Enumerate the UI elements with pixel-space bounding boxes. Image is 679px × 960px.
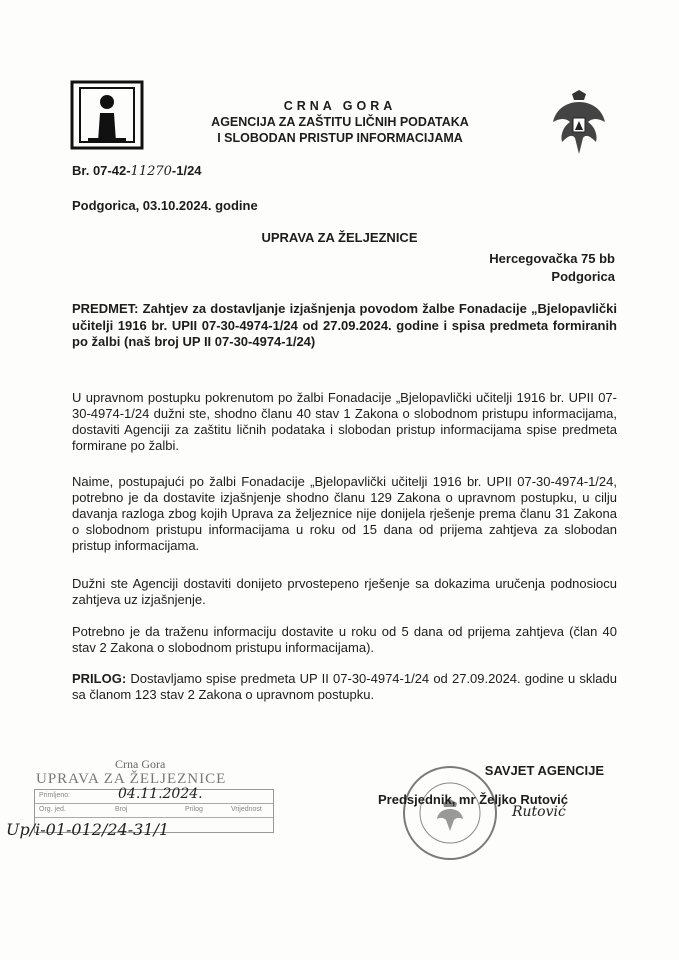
subject-text: Zahtjev za dostavljanje izjašnjenja povodom žalbe Fonadacije „Bjelopavlički učitelji 1916 br. UPII 07-30-4974-1/24 od 27.09.2024. godine i spisa predmeta formiranih po žalbi (naš broj UP II 07-30-4974-1/24) [72, 301, 617, 349]
subject-label: PREDMET: [72, 301, 139, 316]
recipient-address [489, 250, 615, 286]
stamp-received-label: Primljeno: [39, 792, 71, 799]
agency-name-line2: I SLOBODAN PRISTUP INFORMACIJAMA [217, 131, 463, 145]
stamp-value-label: Vrijednost [231, 806, 262, 813]
stamp-org-label: Org. jed. [39, 806, 66, 813]
reference-prefix: Br. 07-42- [72, 163, 131, 178]
stamp-received-date: 04.11.2024. [118, 786, 203, 802]
stamp-country: Crna Gora [115, 757, 166, 771]
country-name: CRNA GORA [283, 99, 397, 113]
council-title: SAVJET AGENCIJE [484, 763, 604, 778]
recipient-name: UPRAVA ZA ŽELJEZNICE [261, 230, 418, 245]
attachment-text: Dostavljamo spise predmeta UP II 07-30-4974-1/24 od 27.09.2024. godine u skladu sa članom 123 stav 2 Zakona o upravnom postupku. [72, 671, 617, 702]
agency-name-line1: AGENCIJA ZA ZAŠTITU LIČNIH PODATAKA [211, 115, 469, 129]
attachment-paragraph [72, 671, 617, 703]
subject [72, 301, 617, 351]
address-line2: Podgorica [551, 269, 615, 284]
signature: Rutović [512, 804, 566, 820]
reference-suffix: -1/24 [171, 163, 202, 178]
reference-number [72, 163, 202, 179]
stamp-row-headers [35, 804, 273, 818]
stamp-prilog-label: Prilog [185, 806, 203, 813]
paragraph-3: Dužni ste Agenciji dostaviti donijeto prvostepeno rješenje sa dokazima uručenja podnosiocu zahtjeva uz izjašnjenje. [72, 576, 617, 607]
paragraph-4: Potrebno je da traženu informaciju dostavite u roku od 5 dana od prijema zahtjeva (član 40 stav 2 Zakona o slobodnom pristupu informacijama). [72, 624, 617, 655]
stamp-office: UPRAVA ZA ŽELJEZNICE [36, 771, 227, 787]
stamp-broj-label: Broj [115, 806, 128, 813]
attachment-label: PRILOG: [72, 671, 127, 686]
reference-handwritten: 11270 [130, 164, 172, 179]
president-name: Predsjednik, mr Željko Rutović [378, 792, 568, 807]
paragraph-2: Naime, postupajući po žalbi Fonadacije „Bjelopavlički učitelji 1916 br. UPII 07-30-4974-1/24, potrebno je da dostavite izjašnjenje shodno članu 129 Zakona o upravnom postupku, u cilju davanja razloga zbog kojih Uprava za željeznice nije donijela rješenje prema članu 31 Zakona o slobodnom pristupu informacijama u roku od 15 dana od prijema zahtjeva za slobodan pristup informacijama. [72, 474, 617, 553]
agency-logo [70, 80, 144, 150]
stamp-case-number: Up/i-01-012/24-31/1 [6, 820, 170, 839]
place-date: Podgorica, 03.10.2024. godine [72, 198, 258, 213]
official-seal [400, 763, 500, 863]
letterhead [190, 98, 490, 146]
coat-of-arms-icon [550, 88, 608, 158]
address-line1: Hercegovačka 75 bb [489, 251, 615, 266]
paragraph-1: U upravnom postupku pokrenutom po žalbi Fonadacije „Bjelopavlički učitelji 1916 br. UPII 07-30-4974-1/24 dužni ste, shodno članu 40 stav 1 Zakona o slobodnom pristupu informacijama, dostaviti Agenciji za zaštitu ličnih podataka i slobodan pristup informacijama spise predmeta formirane po žalbi. [72, 390, 617, 453]
